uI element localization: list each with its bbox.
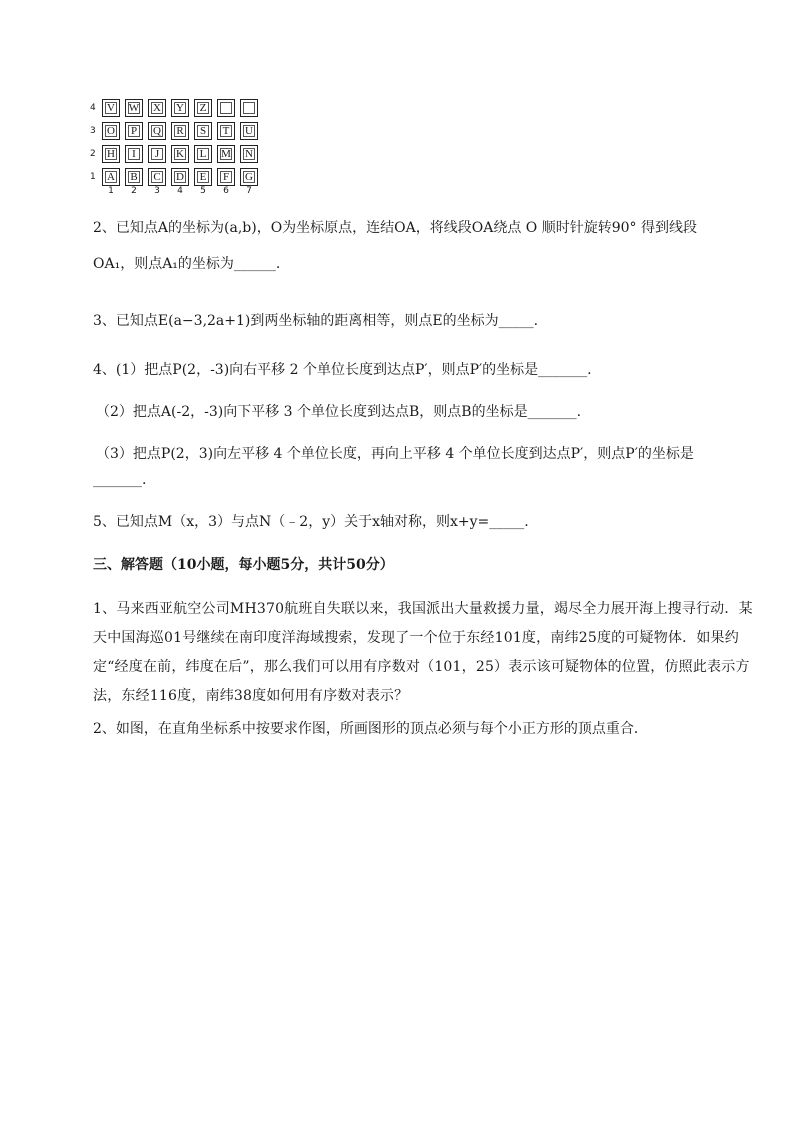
grid-cell: I bbox=[125, 145, 143, 163]
grid-cell: F bbox=[217, 168, 235, 186]
question-4-part-3: （3）把点P(2，3)向左平移 4 个单位长度，再向上平移 4 个单位长度到达点P′，则点P′的坐标是 bbox=[96, 446, 694, 462]
question-4-part-3-answer: _______. bbox=[93, 472, 147, 488]
grid-cell: M bbox=[217, 145, 235, 163]
grid-cell: R bbox=[171, 122, 189, 140]
col-label: 3 bbox=[154, 186, 160, 196]
col-label: 2 bbox=[131, 186, 137, 196]
question-4-part-1: 4、(1）把点P(2，-3)向右平移 2 个单位长度到达点P′，则点P′的坐标是_______. bbox=[93, 362, 592, 378]
question-4-part-2: （2）把点A(-2，-3)向下平移 3 个单位长度到达点B，则点B的坐标是_______. bbox=[96, 404, 582, 420]
grid-cell: O bbox=[102, 122, 120, 140]
grid-cell: E bbox=[194, 168, 212, 186]
grid-cell: U bbox=[240, 122, 258, 140]
grid-cell: C bbox=[148, 168, 166, 186]
grid-cell bbox=[240, 99, 258, 117]
grid-cell: Z bbox=[194, 99, 212, 117]
col-label: 1 bbox=[108, 186, 114, 196]
grid-cell: X bbox=[148, 99, 166, 117]
row-label: 4 bbox=[90, 103, 96, 113]
col-label: 7 bbox=[246, 186, 252, 196]
grid-cell: D bbox=[171, 168, 189, 186]
grid-cell: Q bbox=[148, 122, 166, 140]
col-label: 6 bbox=[223, 186, 229, 196]
grid-cell: H bbox=[102, 145, 120, 163]
grid-cell: S bbox=[194, 122, 212, 140]
col-label: 5 bbox=[200, 186, 206, 196]
question-2-line-1: 2、已知点A的坐标为(a,b)，O为坐标原点，连结OA，将线段OA绕点 O 顺时针旋转90° 得到线段 bbox=[93, 220, 697, 236]
grid-cell: J bbox=[148, 145, 166, 163]
grid-cell: T bbox=[217, 122, 235, 140]
grid-cell: W bbox=[125, 99, 143, 117]
section-heading: 三、解答题（10小题，每小题5分，共计50分） bbox=[93, 557, 394, 573]
row-label: 2 bbox=[90, 149, 96, 159]
grid-cell: V bbox=[102, 99, 120, 117]
grid-cell: L bbox=[194, 145, 212, 163]
grid-cell: P bbox=[125, 122, 143, 140]
grid-cell bbox=[217, 99, 235, 117]
row-label: 1 bbox=[90, 172, 96, 182]
question-3: 3、已知点E(a−3,2a+1)到两坐标轴的距离相等，则点E的坐标为_____. bbox=[93, 313, 539, 329]
row-label: 3 bbox=[90, 126, 96, 136]
solve-question-2: 2、如图，在直角坐标系中按要求作图，所画图形的顶点必须与每个小正方形的顶点重合． bbox=[93, 721, 648, 737]
col-label: 4 bbox=[177, 186, 183, 196]
grid-cell: K bbox=[171, 145, 189, 163]
question-5: 5、已知点M（x，3）与点N（﹣2，y）关于x轴对称，则x+y=_____. bbox=[93, 514, 529, 530]
solve-question-1: 1、马来西亚航空公司MH370航班自失联以来，我国派出大量救援力量，竭尽全力展开海上搜寻行动．某天中国海巡01号继续在南印度洋海域搜索，发现了一个位于东经101度，南纬25度的可疑物体．如果约定“经度在前，纬度在后”，那么我们可以用有序数对（101，25）表示该可疑物体的位置，仿照此表示方法，东经116度，南纬38度如何用有序数对表示？ bbox=[93, 601, 753, 704]
question-2-line-2: OA₁，则点A₁的坐标为______. bbox=[93, 256, 281, 272]
grid-cell: N bbox=[240, 145, 258, 163]
grid-cell: A bbox=[102, 168, 120, 186]
grid-cell: Y bbox=[171, 99, 189, 117]
grid-cell: G bbox=[240, 168, 258, 186]
grid-cell: B bbox=[125, 168, 143, 186]
letter-grid-figure bbox=[90, 95, 270, 201]
